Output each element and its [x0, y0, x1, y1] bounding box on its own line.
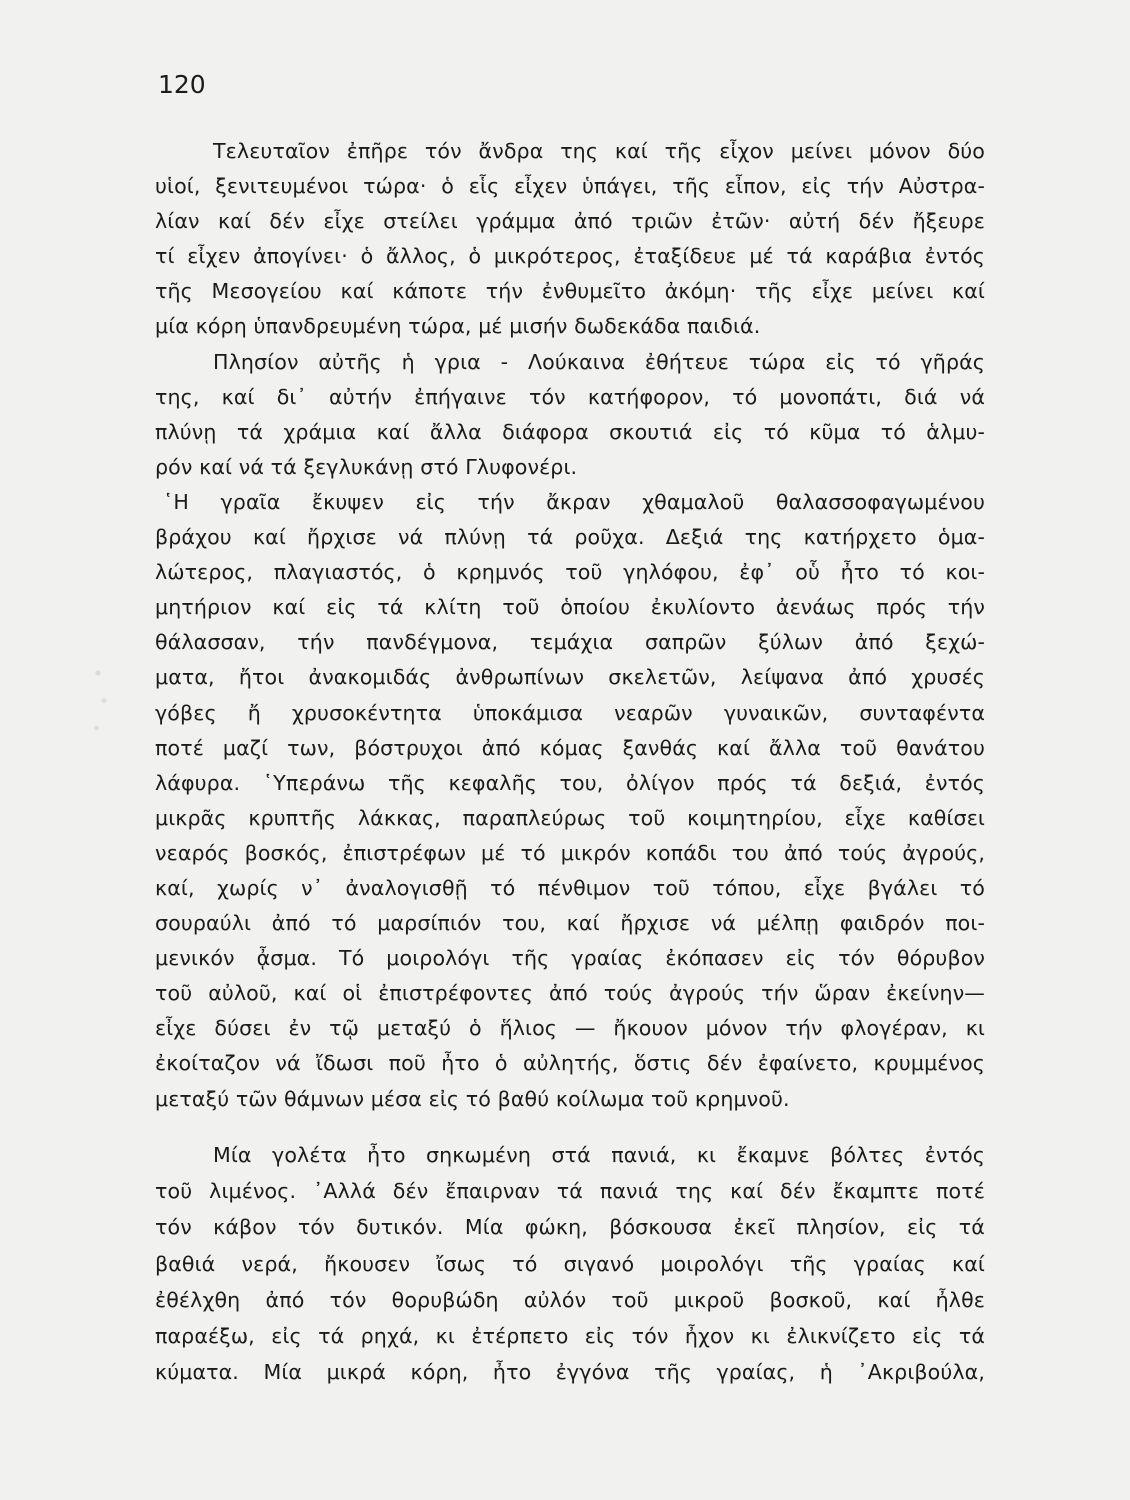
text-line: ματα, ἤτοι ἀνακομιδάς ἀνθρωπίνων σκελετῶν, λείψανα ἀπό χρυσές: [155, 665, 985, 690]
text-line: κύματα. Μία μικρά κόρη, ἦτο ἐγγόνα τῆς γραίας, ἡ ᾿Ακριβούλα,: [155, 1360, 985, 1385]
text-line: της, καί δι᾽ αὐτήν ἐπήγαινε τόν κατήφορον, τό μονοπάτι, διά νά: [155, 384, 985, 409]
text-line: γόβες ἤ χρυσοκέντητα ὑποκάμισα νεαρῶν γυναικῶν, συνταφέντα: [155, 700, 985, 725]
text-line: παραέξω, εἰς τά ρηχά, κι ἐτέρπετο εἰς τόν ἦχον κι ἐλικνίζετο εἰς τά: [155, 1323, 985, 1348]
text-line: ῾Η γραῖα ἔκυψεν εἰς τήν ἄκραν χθαμαλοῦ θαλασσοφαγωμένου: [163, 489, 985, 514]
text-section-2: [155, 1137, 985, 1390]
margin-stain: [86, 640, 116, 750]
text-line: μεταξύ τῶν θάμνων μέσα εἰς τό βαθύ κοίλωμα τοῦ κρημνοῦ.: [155, 1086, 790, 1111]
text-line: εἶχε δύσει ἐν τῷ μεταξύ ὁ ἥλιος — ἤκουον μόνον τήν φλογέραν, κι: [155, 1016, 985, 1041]
text-line: Μία γολέτα ἦτο σηκωμένη στά πανιά, κι ἔκαμνε βόλτες ἐντός: [213, 1143, 985, 1167]
text-line: υἱοί, ξενιτευμένοι τώρα· ὁ εἷς εἶχεν ὑπάγει, τῆς εἶπον, εἰς τήν Αὐστρα-: [155, 174, 985, 199]
text-line: ἐθέλχθη ἀπό τόν θορυβώδη αὐλόν τοῦ μικροῦ βοσκοῦ, καί ἦλθε: [155, 1287, 985, 1312]
text-line: τοῦ αὐλοῦ, καί οἱ ἐπιστρέφοντες ἀπό τούς ἀγρούς τήν ὥραν ἐκείνην—: [155, 981, 985, 1006]
text-line: νεαρός βοσκός, ἐπιστρέφων μέ τό μικρόν κοπάδι του ἀπό τούς ἀγρούς,: [155, 840, 985, 865]
text-line: ρόν καί νά τά ξεγλυκάνῃ στό Γλυφονέρι.: [155, 454, 578, 479]
text-line: λώτερος, πλαγιαστός, ὁ κρημνός τοῦ γηλόφου, ἐφ᾽ οὗ ἦτο τό κοι-: [155, 560, 985, 585]
text-section-1: [155, 134, 985, 1117]
text-line: τοῦ λιμένος. ᾿Αλλά δέν ἔπαιρναν τά πανιά της καί δέν ἔκαμπτε ποτέ: [155, 1179, 985, 1204]
page-number: 120: [158, 70, 206, 99]
text-line: μητήριον καί εἰς τά κλίτη τοῦ ὁποίου ἐκυλίοντο ἀενάως πρός τήν: [155, 595, 985, 620]
text-line: Πλησίον αὐτῆς ἡ γρια - Λούκαινα ἐθήτευε τώρα εἰς τό γῆράς: [213, 349, 985, 374]
text-line: καί, χωρίς ν᾽ ἀναλογισθῇ τό πένθιμον τοῦ τόπου, εἶχε βγάλει τό: [155, 875, 985, 900]
text-line: λάφυρα. ῾Υπεράνω τῆς κεφαλῆς του, ὀλίγον πρός τά δεξιά, ἐντός: [155, 770, 985, 795]
text-line: μενικόν ᾆσμα. Τό μοιρολόγι τῆς γραίας ἐκόπασεν εἰς τόν θόρυβον: [155, 946, 985, 971]
text-line: σουραύλι ἀπό τό μαρσίπιόν του, καί ἤρχισε νά μέλπῃ φαιδρόν ποι-: [155, 911, 985, 936]
text-line: βράχου καί ἤρχισε νά πλύνῃ τά ροῦχα. Δεξιά της κατήρχετο ὁμα-: [155, 525, 985, 550]
text-line: τῆς Μεσογείου καί κάποτε τήν ἐνθυμεῖτο ἀκόμη· τῆς εἶχε μείνει καί: [155, 279, 985, 304]
text-line: πλύνῃ τά χράμια καί ἄλλα διάφορα σκουτιά εἰς τό κῦμα τό ἁλμυ-: [155, 419, 985, 444]
text-line: τί εἶχεν ἀπογίνει· ὁ ἄλλος, ὁ μικρότερος, ἐταξίδευε μέ τά καράβια ἐντός: [155, 244, 985, 269]
text-line: Τελευταῖον ἐπῆρε τόν ἄνδρα της καί τῆς εἶχον μείνει μόνον δύο: [213, 139, 985, 163]
text-line: ἐκοίταζον νά ἴδωσι ποῦ ἦτο ὁ αὐλητής, ὅστις δέν ἐφαίνετο, κρυμμένος: [155, 1051, 985, 1076]
text-line: βαθιά νερά, ἤκουσεν ἴσως τό σιγανό μοιρολόγι τῆς γραίας καί: [155, 1251, 985, 1276]
text-line: μικρᾶς κρυπτῆς λάκκας, παραπλεύρως τοῦ κοιμητηρίου, εἶχε καθίσει: [155, 805, 985, 830]
text-line: λίαν καί δέν εἶχε στείλει γράμμα ἀπό τριῶν ἐτῶν· αὐτή δέν ἤξευρε: [155, 209, 985, 234]
text-line: θάλασσαν, τήν πανδέγμονα, τεμάχια σαπρῶν ξύλων ἀπό ξεχώ-: [155, 630, 985, 655]
text-line: ποτέ μαζί των, βόστρυχοι ἀπό κόμας ξανθάς καί ἄλλα τοῦ θανάτου: [155, 735, 985, 760]
text-line: τόν κάβον τόν δυτικόν. Μία φώκη, βόσκουσα ἐκεῖ πλησίον, εἰς τά: [155, 1215, 985, 1240]
text-line: μία κόρη ὑπανδρευμένη τώρα, μέ μισήν δωδεκάδα παιδιά.: [155, 314, 761, 339]
